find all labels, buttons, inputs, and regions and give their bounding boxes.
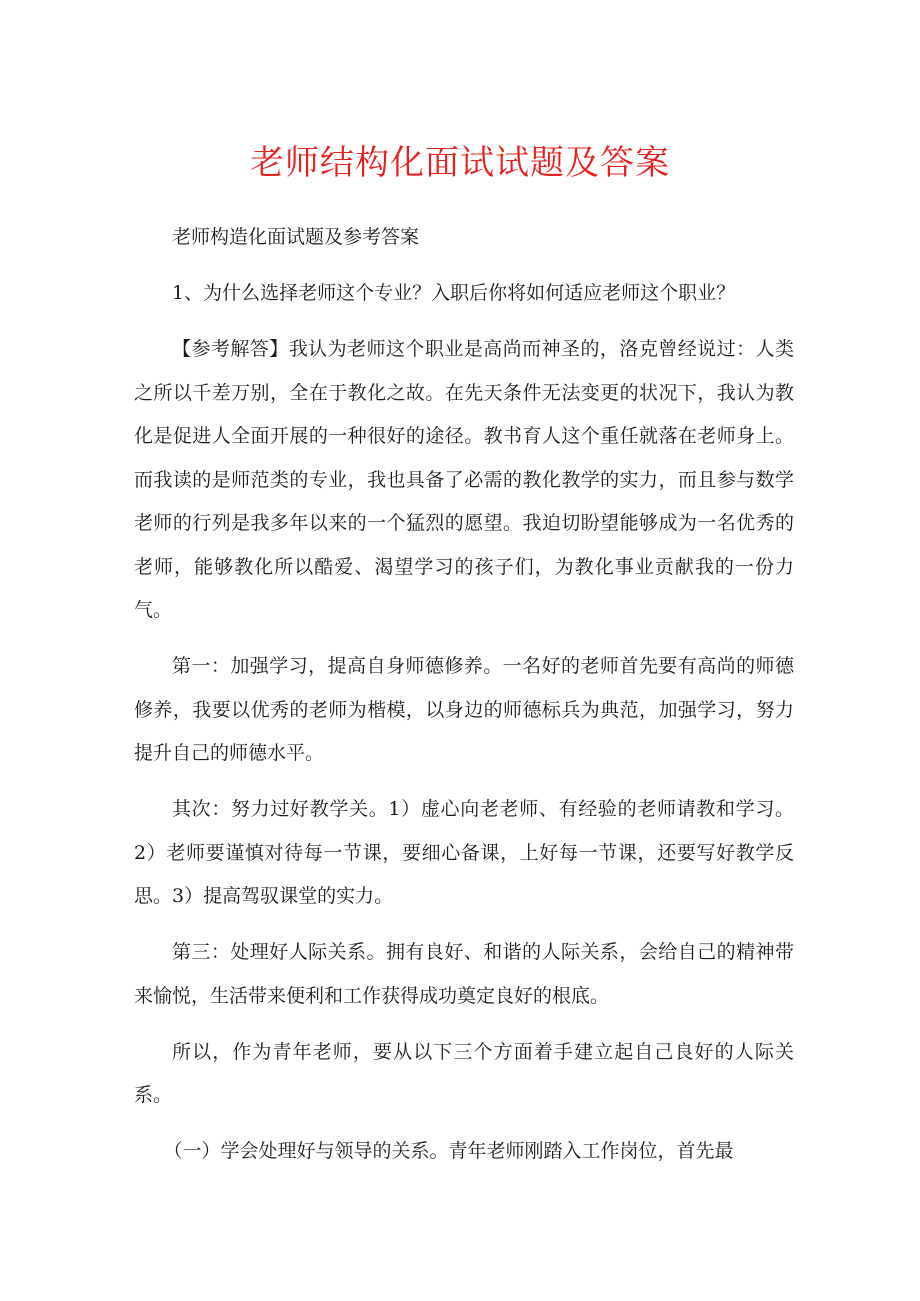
- paragraph-question-1: 1、为什么选择老师这个专业？入职后你将如何适应老师这个职业？: [172, 282, 736, 304]
- paragraph-summary: 所以，作为青年老师，要从以下三个方面着手建立起自己良好的人际关系。: [134, 1040, 794, 1106]
- paragraph-second-point: 其次：努力过好教学关。1）虚心向老老师、有经验的老师请教和学习。2）老师要谨慎对待每一节课，要细心备课，上好每一节课，还要写好教学反思。3）提高驾驭课堂的实力。: [134, 798, 794, 907]
- paragraph-reference-answer: 【参考解答】我认为老师这个职业是高尚而神圣的，洛克曾经说过：人类之所以千差万别，全在于教化之故。在先天条件无法变更的状况下，我认为教化是促进人全面开展的一种很好的途径。教书育人这个重任就落在老师身上。而我读的是师范类的专业，我也具备了必需的教化教学的实力，而且参与数学老师的行列是我多年以来的一个猛烈的愿望。我迫切盼望能够成为一名优秀的老师，能够教化所以酷爱、渴望学习的孩子们，为教化事业贡献我的一份力气。: [134, 338, 794, 621]
- document-subtitle: 老师构造化面试题及参考答案: [172, 226, 420, 248]
- document-title: 老师结构化面试试题及答案: [250, 143, 670, 183]
- paragraph-first-point: 第一：加强学习，提高自身师德修养。一名好的老师首先要有高尚的师德修养，我要以优秀的老师为楷模，以身边的师德标兵为典范，加强学习，努力提升自己的师德水平。: [134, 655, 794, 764]
- paragraph-third-point: 第三：处理好人际关系。拥有良好、和谐的人际关系，会给自己的精神带来愉悦，生活带来便利和工作获得成功奠定良好的根底。: [134, 941, 794, 1007]
- document-body: [134, 216, 794, 1186]
- paragraph-item-1: （一）学会处理好与领导的关系。青年老师刚踏入工作岗位，首先最: [163, 1140, 734, 1162]
